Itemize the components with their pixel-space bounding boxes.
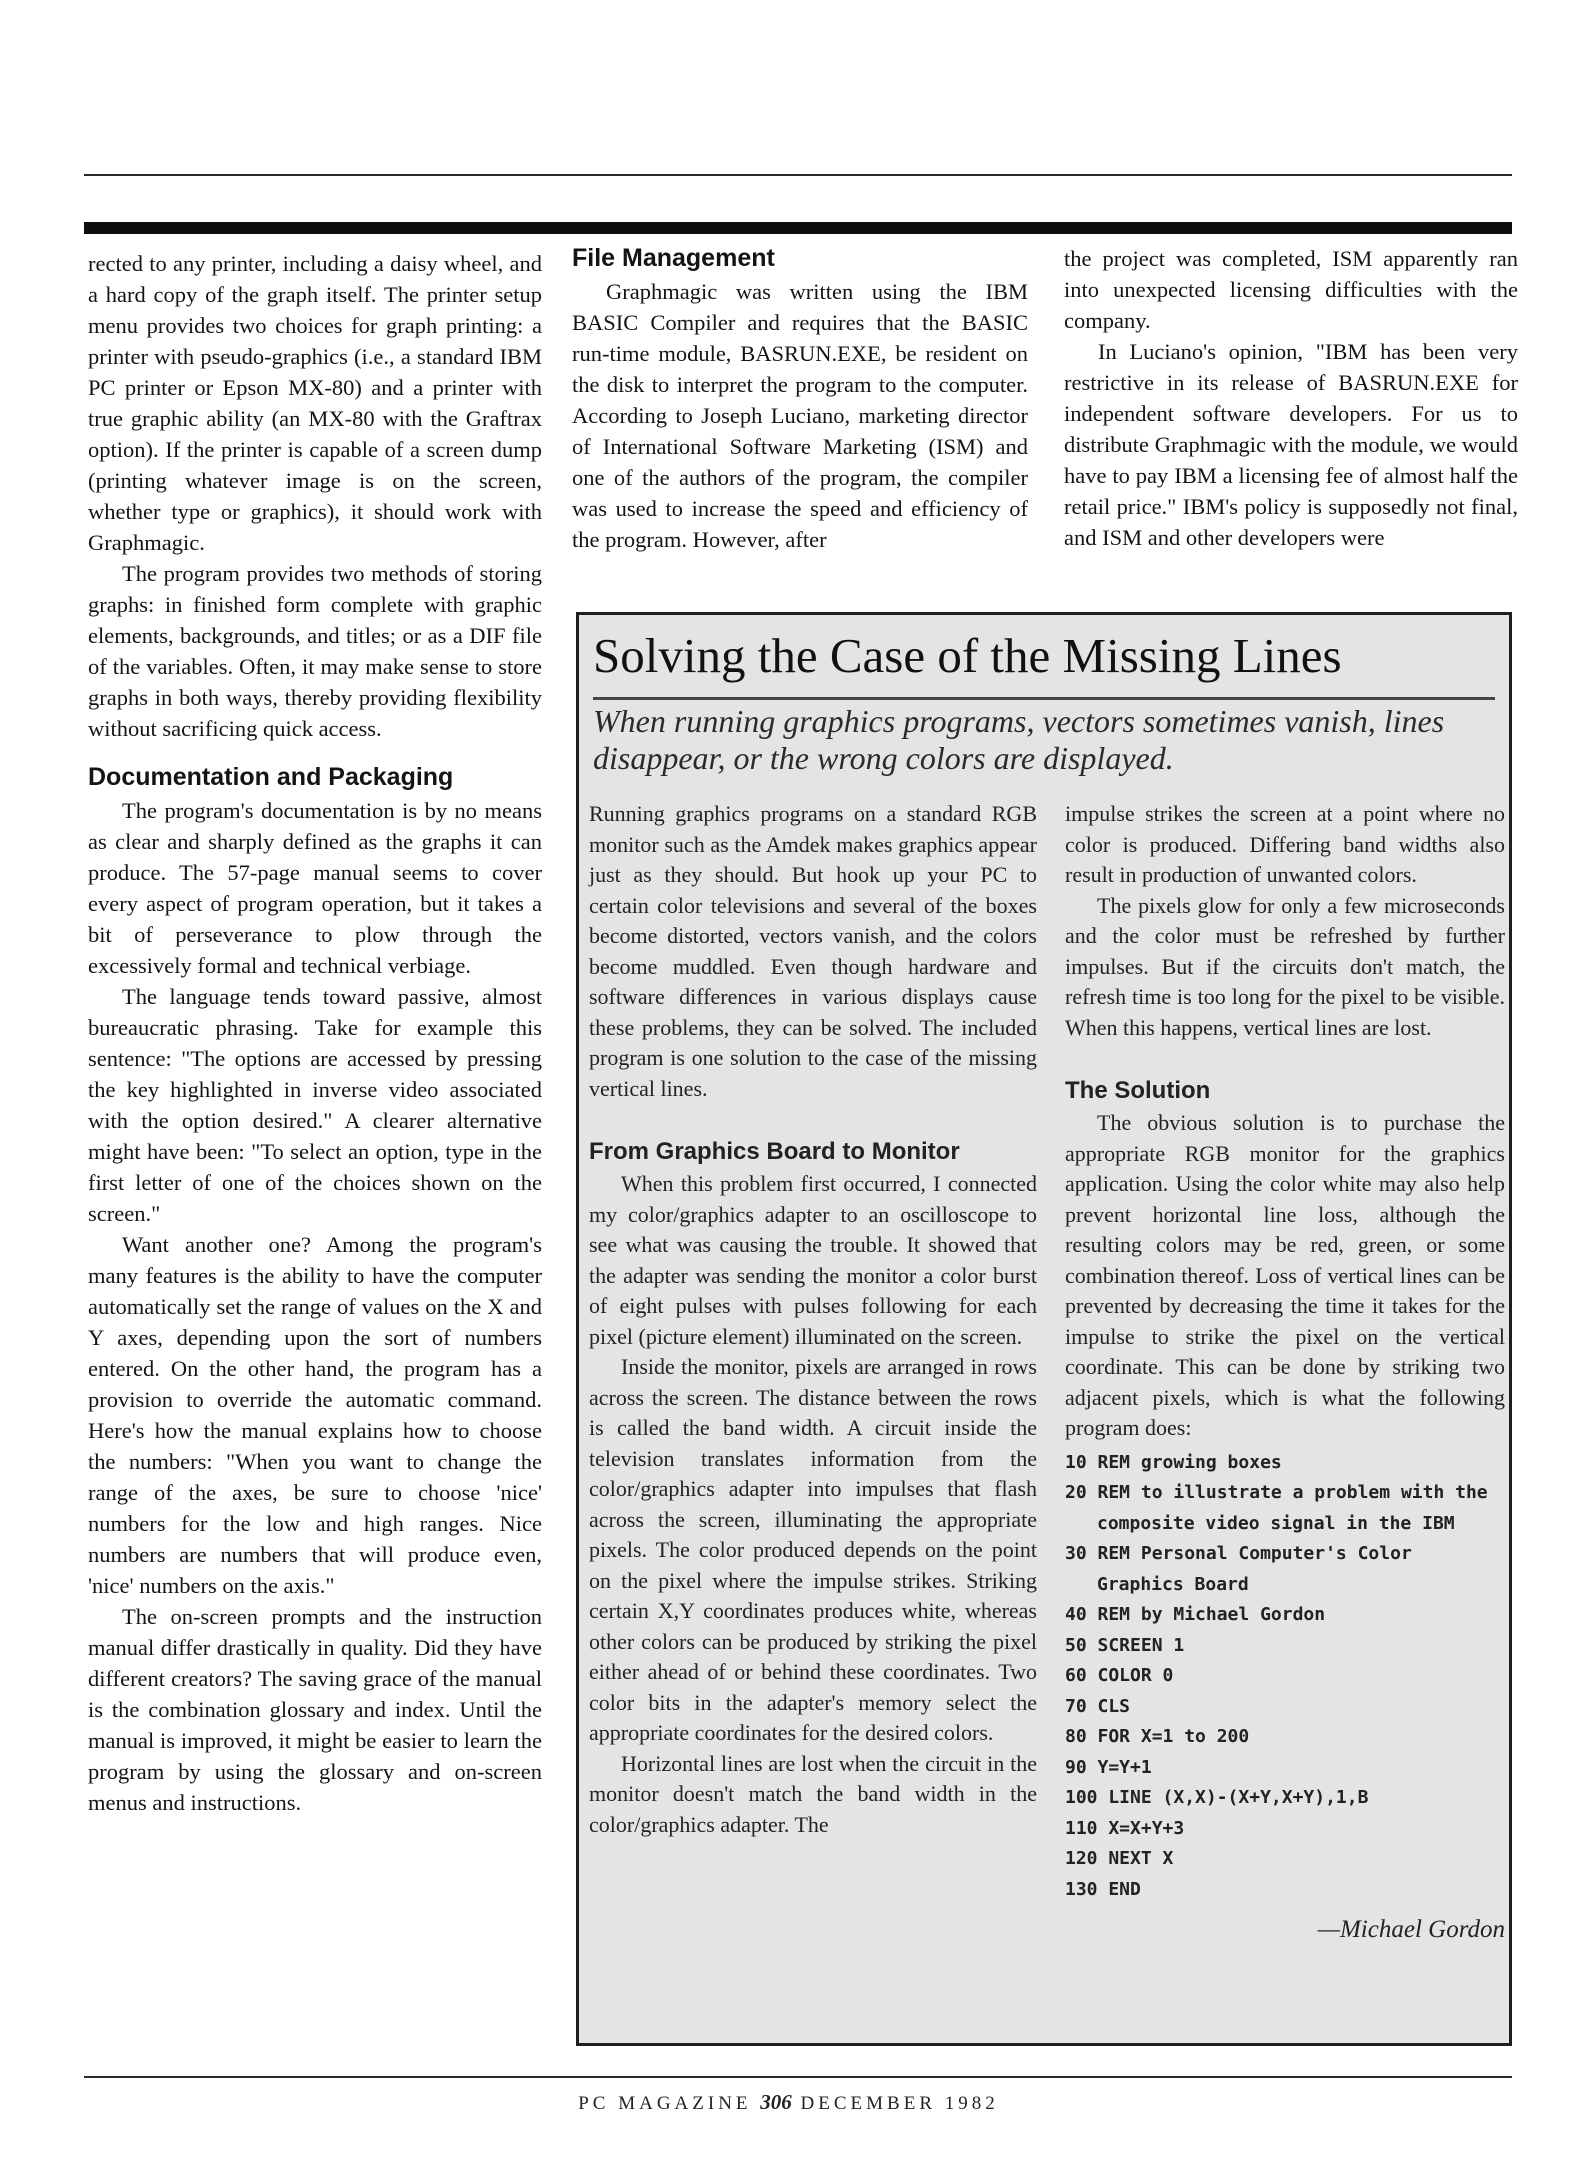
col1-paragraph: The program's documentation is by no means as clear and sharply defined as the graphs it can produce. The 57-page manual seems to cover every aspect of program operation, but it takes a bit of perseverance to plow through the excessively formal and technical verbiage. [88,798,542,978]
documentation-heading: Documentation and Packaging [88,763,454,791]
code-line: 100 LINE (X,X)-(X+Y,X+Y),1,B [1065,1787,1369,1808]
column-2 [572,243,1028,555]
code-line: 80 FOR X=1 to 200 [1065,1726,1250,1747]
code-line: 60 COLOR 0 [1065,1665,1174,1686]
basic-program-listing [1065,1448,1505,1906]
code-line: 50 SCREEN 1 [1065,1634,1185,1656]
footer-rule [84,2076,1512,2078]
col1-paragraph: Want another one? Among the program's many features is the ability to have the computer automatically set the range of values on the X and Y axes, depending upon the sort of numbers entered. On the other hand, the program has a provision to override the automatic command. Here's how the manual explains how to choose the numbers: "When you want to change the range of the axes, be sure to choose 'nice' numbers for the low and high ranges. Nice numbers are numbers that will produce even, 'nice' numbers on the axis." [88,1232,542,1598]
code-line: 40 REM by Michael Gordon [1065,1604,1326,1625]
sidebar-column-2 [1065,799,1505,1947]
code-line: 70 CLS [1065,1695,1131,1717]
footer-page-number: 306 [760,2090,792,2114]
col3-paragraph: In Luciano's opinion, "IBM has been very restrictive in its release of BASRUN.EXE for independent software developers. For us to distribute Graphmagic with the module, we would have to pay IBM a licensing fee of almost half the retail price." IBM's policy is supposedly not final, and ISM and other developers were [1064,339,1518,550]
code-line: 90 Y=Y+1 [1065,1756,1152,1778]
col1-paragraph: The program provides two methods of storing graphs: in finished form complete with graphic elements, backgrounds, and titles; or as a DIF file of the variables. Often, it may make sense to store graphs in both ways, thereby providing flexibility without sacrificing quick access. [88,561,542,741]
sidebar-deck: When running graphics programs, vectors sometimes vanish, lines disappear, or the wrong colors are displayed. [593,703,1445,776]
code-line: 130 END [1065,1878,1141,1900]
col2-paragraph: Graphmagic was written using the IBM BASIC Compiler and requires that the BASIC run-time module, BASRUN.EXE, be resident on the disk to interpret the program to the computer. According to Joseph Luciano, marketing director of International Software Marketing (ISM) and one of the authors of the program, the compiler was used to increase the speed and efficiency of the program. However, after [572,279,1028,552]
column-1 [88,248,542,1818]
col1-paragraph: rected to any printer, including a daisy wheel, and a hard copy of the graph itself. The printer setup menu provides two choices for graph printing: a printer with pseudo-graphics (i.e., a standard IBM PC printer or Epson MX-80) and a printer with true graphic ability (an MX-80 with the Graftrax option). If the printer is capable of a screen dump (printing whatever image is on the screen, whether type or graphics), it should work with Graphmagic. [88,251,542,555]
footer-date: DECEMBER 1982 [800,2093,999,2114]
code-line: 20 REM to illustrate a problem with the composite video signal in the IBM [1065,1482,1488,1534]
top-thin-rule [84,174,1512,176]
author-byline: —Michael Gordon [1317,1916,1505,1943]
graphics-board-heading: From Graphics Board to Monitor [589,1138,960,1165]
code-line: 30 REM Personal Computer's Color Graphics Board [1065,1543,1412,1595]
sidebar-title-rule [593,697,1495,700]
solution-heading: The Solution [1065,1077,1211,1104]
sidebar-paragraph: impulse strikes the screen at a point where no color is produced. Differing band widths also result in production of unwanted colors. [1065,801,1505,887]
code-line: 120 NEXT X [1065,1848,1174,1869]
col1-paragraph: The on-screen prompts and the instruction manual differ drastically in quality. Did they have different creators? The saving grace of the manual is the combination glossary and index. Until the manual is improved, it might be easier to learn the program by using the glossary and on-screen menus and instructions. [88,1604,542,1815]
sidebar-paragraph: The obvious solution is to purchase the appropriate RGB monitor for the graphics application. Using the color white may also help prevent horizontal line loss, although the resulting colors may be red, green, or some combination thereof. Loss of vertical lines can be prevented by decreasing the time it takes for the impulse to strike the pixel on the vertical coordinate. This can be done by striking two adjacent pixels, which is what the following program does: [1065,1110,1505,1440]
file-management-heading: File Management [572,244,775,272]
sidebar-paragraph: When this problem first occurred, I connected my color/graphics adapter to an oscilloscope to see what was causing the trouble. It showed that the adapter was sending the monitor a color burst of eight pulses with pulses following for each pixel (picture element) illuminated on the screen. [589,1171,1037,1349]
sidebar-title: Solving the Case of the Missing Lines [593,628,1342,683]
footer-magazine: PC MAGAZINE [578,2093,752,2114]
code-line: 10 REM growing boxes [1065,1451,1282,1473]
sidebar-paragraph: Horizontal lines are lost when the circuit in the monitor doesn't match the band width in the color/graphics adapter. The [589,1750,1037,1837]
col3-paragraph: the project was completed, ISM apparently ran into unexpected licensing difficulties with the company. [1064,246,1518,333]
sidebar-paragraph: Running graphics programs on a standard RGB monitor such as the Amdek makes graphics appear just as they should. But hook up your PC to certain color televisions and several of the boxes become distorted, vectors vanish, and the colors become muddled. Even though hardware and software differences in various displays cause these problems, they can be solved. The included program is one solution to the case of the missing vertical lines. [589,801,1037,1101]
sidebar-box [576,612,1512,2046]
code-line: 110 X=X+Y+3 [1065,1817,1185,1839]
col1-paragraph: The language tends toward passive, almost bureaucratic phrasing. Take for example this sentence: "The options are accessed by pressing the key highlighted in inverse video associated with the option desired." A clearer alternative might have been: "To select an option, type in the first letter of one of the choices shown on the screen." [88,984,542,1226]
page-footer [0,2090,1577,2115]
column-3 [1064,243,1518,553]
top-thick-rule [84,222,1512,234]
sidebar-column-1 [589,799,1037,1840]
sidebar-paragraph: Inside the monitor, pixels are arranged in rows across the screen. The distance between the rows is called the band width. A circuit inside the television translates information from the color/graphics adapter into impulses that flash across the screen, illuminating the appropriate pixels. The color produced depends on the point on the pixel where the impulse strikes. Striking certain X,Y coordinates produces white, whereas other colors can be produced by striking the pixel either ahead of or behind these coordinates. Two color bits in the adapter's memory select the appropriate coordinates for the desired colors. [589,1354,1037,1745]
sidebar-paragraph: The pixels glow for only a few microseconds and the color must be refreshed by further impulses. But if the circuits don't match, the refresh time is too long for the pixel to be visible. When this happens, vertical lines are lost. [1065,892,1505,1040]
